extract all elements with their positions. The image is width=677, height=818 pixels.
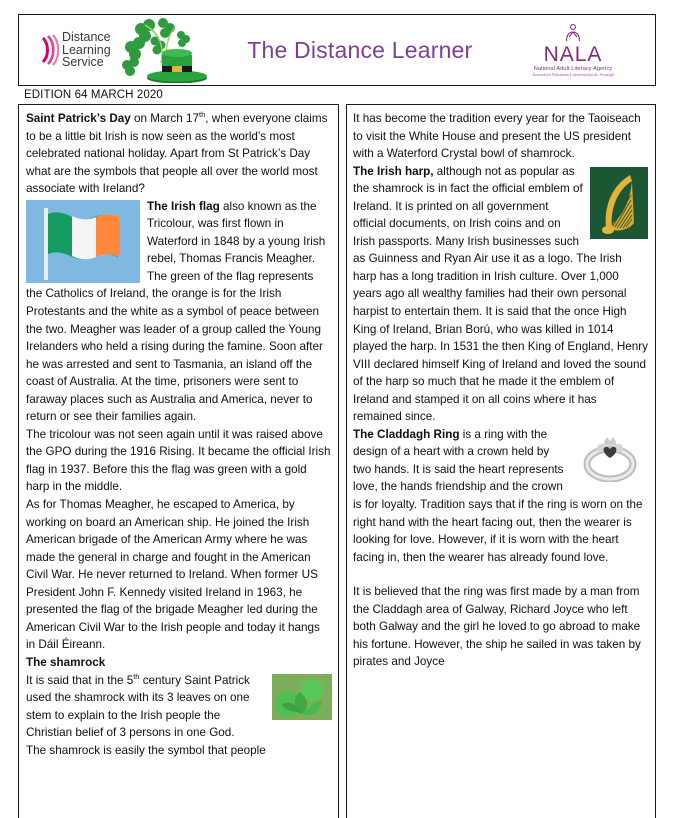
para5-text-a: It is said that in the 5: [26, 673, 134, 687]
edition-label: EDITION 64 MARCH 2020: [24, 89, 163, 101]
right-article-column: [346, 104, 656, 818]
lead-claddagh-ring: The Claddagh Ring: [353, 427, 460, 441]
paragraph-richard-joyce: It is believed that the ring was first made by a man from the Claddagh area of Galway, Richard Joyce who left both Galway and the girl he loved to go abroad to make his fortune. However, the ship he sailed in was taken by pirates and Joyce: [353, 585, 641, 669]
masthead-banner: [18, 14, 656, 86]
lead-irish-harp: The Irish harp,: [353, 164, 434, 178]
para1-text-b: , when everyone claims to be a little bit Irish is now seen as the world’s most celebrated national holiday. Apart from St Patrick’s Day what are the symbols that people all over the world most associate with Ireland?: [26, 112, 328, 196]
shamrocks-and-leprechaun-hat-icon: [115, 17, 211, 83]
para1-superscript: th: [199, 110, 206, 120]
left-article-column: [18, 104, 339, 818]
lead-saint-patricks-day: Saint Patrick’s Day: [26, 112, 131, 125]
nala-acronym: NALA: [543, 42, 603, 66]
paragraph-saint-patricks-day: [26, 110, 332, 198]
dls-line-2: Learning: [62, 42, 111, 57]
nala-subtitle-english: National Adult Literacy Agency: [533, 65, 613, 72]
para2-text: also known as the Tricolour, was first flown in Waterford in 1848 by a young Irish rebel, Thomas Francis Meagher. The green of the flag represents the Catholics of Ireland, the orange is for the Irish Protestants and the white as a symbol of peace between the two. Meagher was leader of a group called the Young Irelanders who held a rising during the famine. Soon after he was arrested and sent to Tasmania, an island off the coast of Australia. At the time, prisoners were sent to faraway places such as Australia and America, never to return or see their families again.: [26, 199, 326, 424]
paragraph-shamrock-cutoff: The shamrock is easily the symbol that people: [26, 743, 266, 757]
sound-waves-icon: [39, 32, 59, 68]
para1-text-a: on March 17: [130, 112, 200, 125]
para2-text: although not as popular as the shamrock is in fact the official emblem of Ireland. It is printed on all government official documents, on Irish coins and on Irish passports. Many Irish businesses such as Guinness and Ryan Air use it as a logo. The Irish harp has a long tradition in Irish culture. Over 1,000 years ago all wealthy families had their own personal harpist to entertain them. It is said that the once High King of Ireland, Brian Ború, who was killed in 1014 played the harp. In 1531 the then King of England, Henry VIII declared himself King of Ireland and loved the sound of the harp so much that he made it the emblem of Ireland and stamped it on all coins where it has remained since.: [353, 164, 648, 424]
dls-wordmark: [62, 31, 111, 69]
irish-harp-emblem-image: [590, 167, 648, 239]
nala-person-icon: [563, 23, 583, 43]
paragraph-tricolour-gpo: The tricolour was not seen again until it was raised above the GPO during the 1916 Rising. It became the official Irish flag in 1937. Before this the flag was green with a gold harp in the middle.: [26, 427, 331, 494]
distance-learning-service-logo: [39, 31, 111, 69]
irish-tricolour-flag-image: [26, 200, 140, 283]
para3-text: is a ring with the design of a heart with a crown held by two hands. It is said the heart represents love, the hands friendship and the crown is for loyalty. Tradition says that if the ring is worn on the right hand with the heart facing out, then the wearer is looking for love. However, if it is worn with the heart facing in, then the wearer has already found love.: [353, 427, 643, 564]
claddagh-ring-image: [574, 430, 646, 482]
lead-irish-flag: The Irish flag: [147, 199, 220, 213]
paragraph-spacer: [353, 566, 648, 583]
para5-superscript: th: [133, 671, 140, 681]
paragraph-taoiseach-tradition: It has become the tradition every year for the Taoiseach to visit the White House and present the US president with a Waterford Crystal bowl of shamrock.: [353, 112, 641, 161]
para5-text-b: century Saint Patrick used the shamrock with its 3 leaves on one stem to explain to the Irish people the Christian belief of 3 persons in one God.: [26, 673, 250, 740]
nala-logo: [503, 23, 643, 78]
heading-the-shamrock: The shamrock: [26, 655, 106, 669]
dls-line-3: Service: [62, 55, 104, 70]
paragraph-thomas-meagher: As for Thomas Meagher, he escaped to America, by working on board an American ship. He joined the Irish American brigade of the American Army where he was made the general in charge and fought in the American Civil War. He never returned to Ireland. When former US President John F. Kennedy visited Ireland in 1963, he presented the flag of the brigade Meagher led during the American Civil War to the Irish people and today it hangs in Dáil Éireann.: [26, 498, 320, 652]
nala-subtitle-irish: Áisineácht Náisiúnta Litearthachta do Aosaigh: [532, 72, 614, 78]
dls-line-1: Distance: [62, 30, 111, 45]
shamrock-clover-image: [272, 674, 332, 720]
newsletter-title: The Distance Learner: [247, 36, 473, 63]
